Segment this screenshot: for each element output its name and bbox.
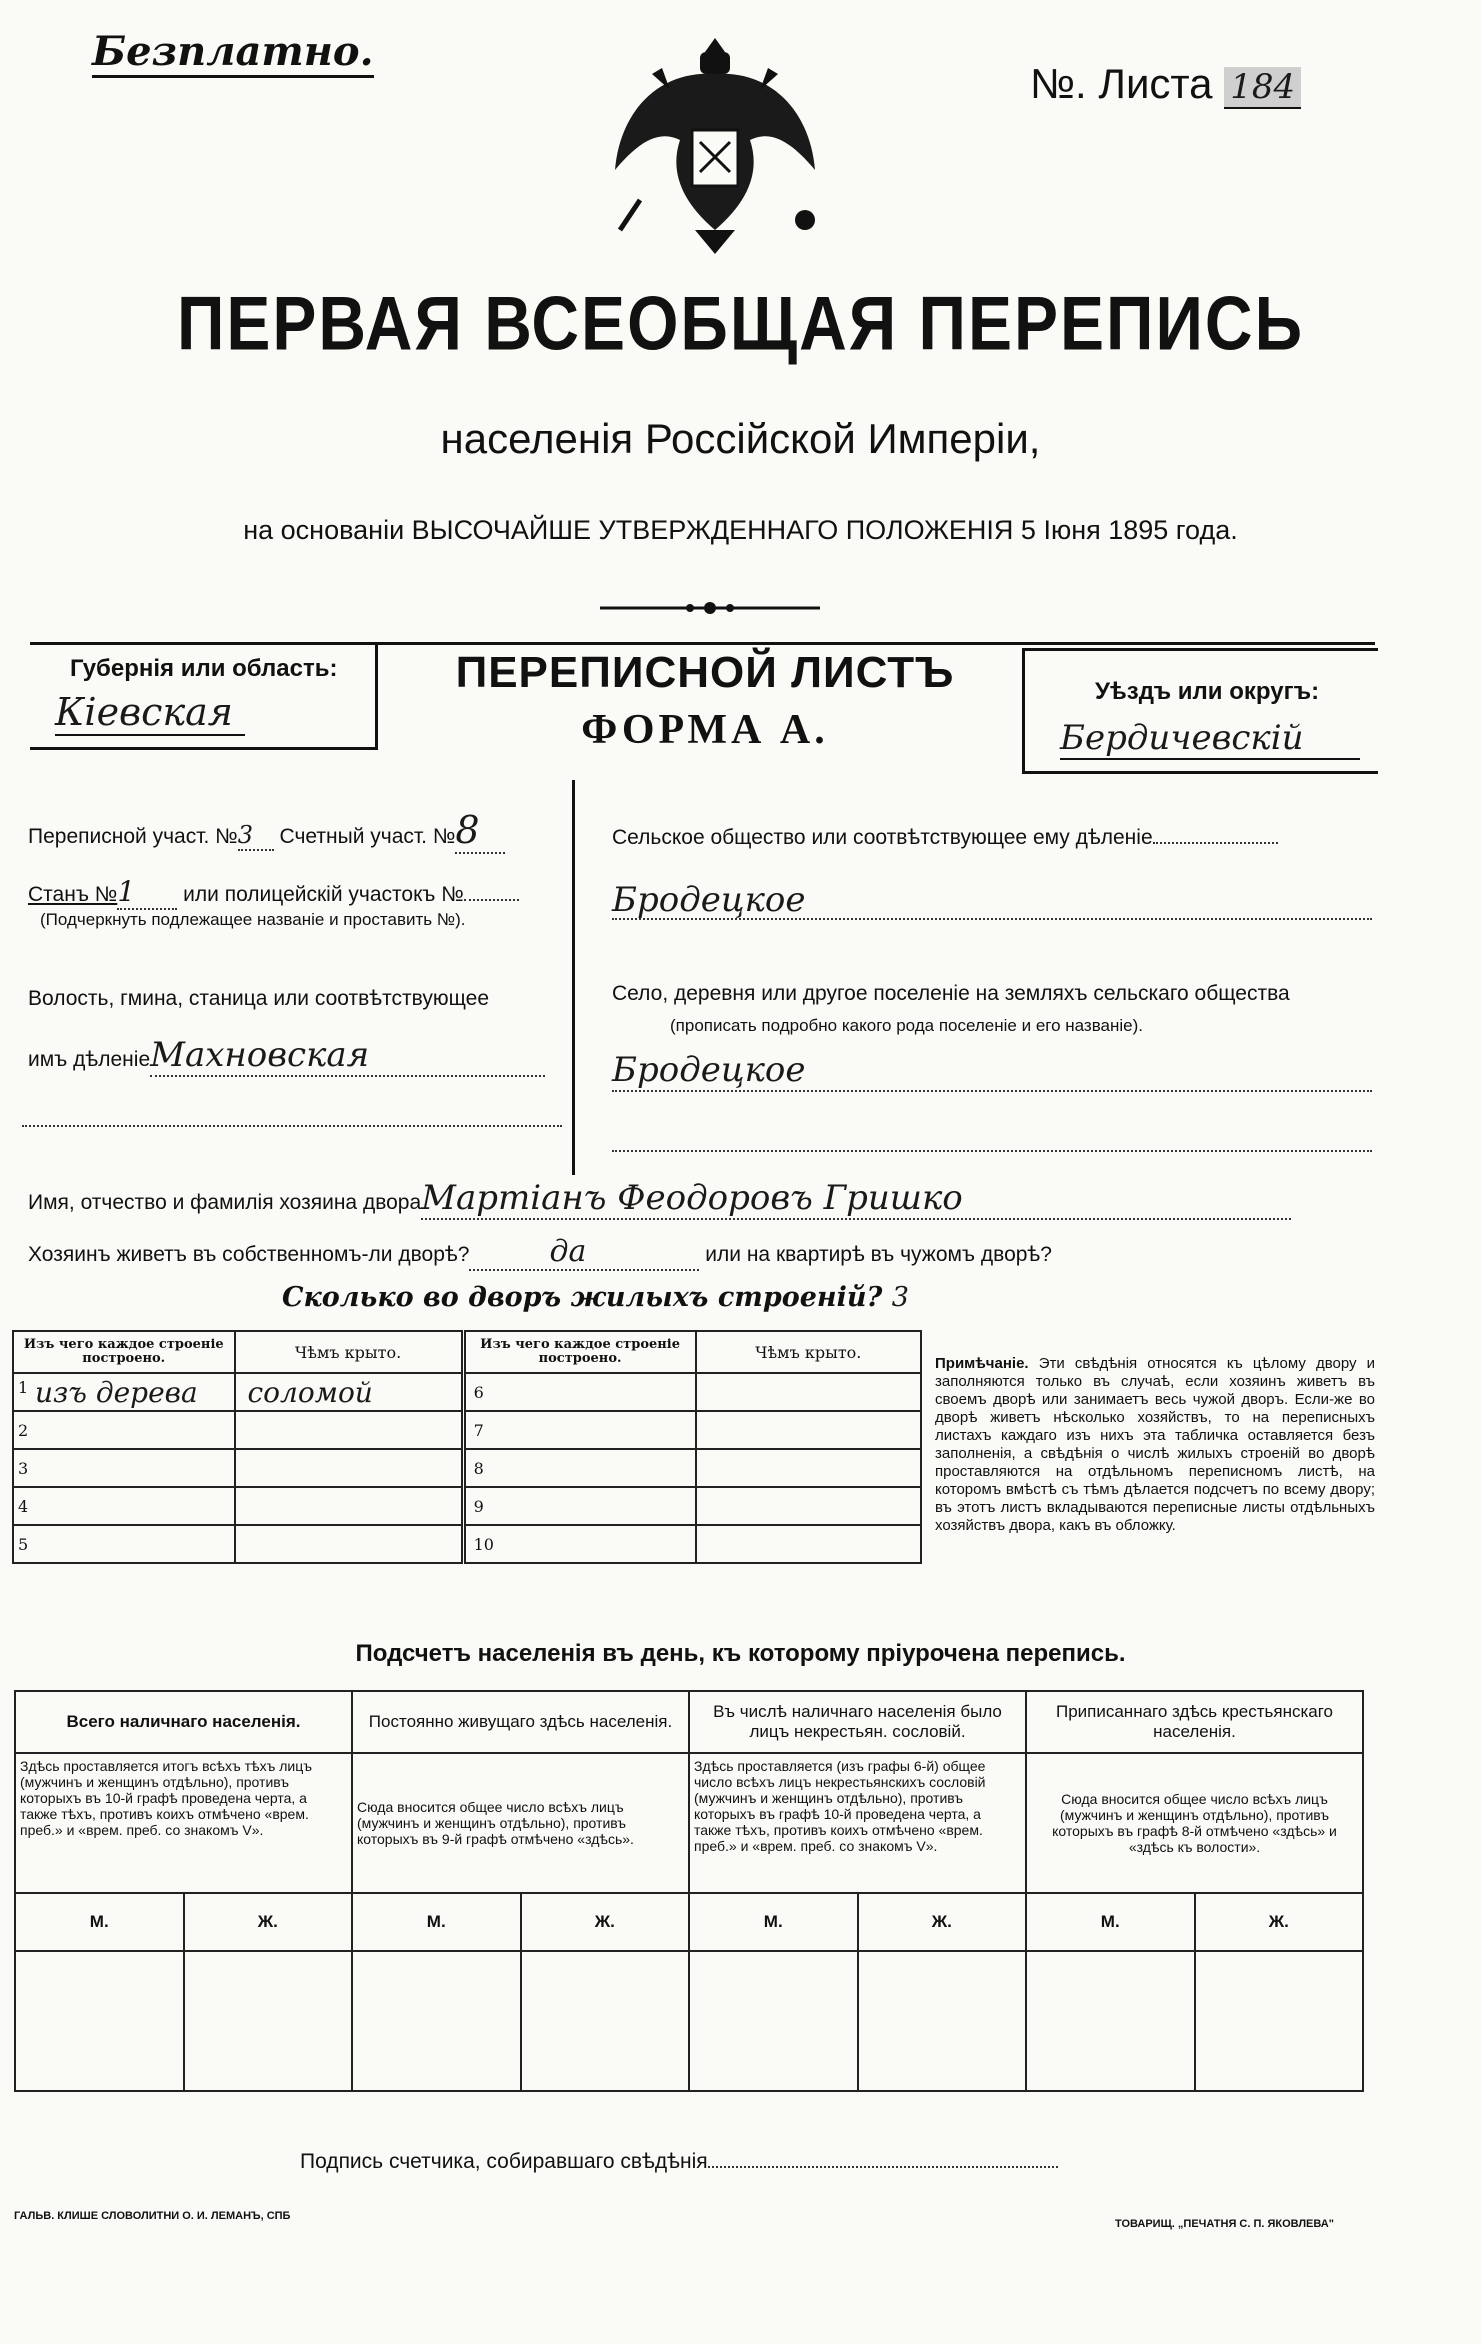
underline-note: (Подчеркнуть подлежащее названіе и проставить №). [40,910,466,929]
society-line [612,918,1372,920]
col-1-zh-value [184,1951,353,2091]
row-5-number: 5 [18,1534,29,1554]
own-yard-row [28,1234,1052,1271]
row-3-roof [235,1449,464,1487]
col-4-zh-value [1195,1951,1364,2091]
ornament-divider [600,598,820,618]
row-3-material [13,1449,235,1487]
owner-label: Имя, отчество и фамилія хозяина двора [28,1191,422,1214]
material-header-left: Изъ чего каждое строеніе построено. [13,1331,235,1373]
owner-row [28,1178,1291,1220]
row-6-roof [696,1373,921,1411]
police-label: или полицейскій участокъ № [183,883,464,906]
roof-header-right: Чѣмъ крыто. [696,1331,921,1373]
signature-label: Подпись счетчика, собиравшаго свѣдѣнія [300,2150,708,2173]
col-2-zh: Ж. [521,1893,690,1951]
row-7-number: 7 [473,1420,484,1440]
page-subtitle: населенія Россійской Имперіи, [440,415,1041,462]
gubernia-value: Кіевская [55,690,245,736]
row-4-material [13,1487,235,1525]
sheet-number [1030,60,1301,108]
row-2-roof [235,1411,464,1449]
col-4-title: Приписаннаго здѣсь крестьянскаго населенія. [1026,1691,1363,1753]
col-3-m: М. [689,1893,858,1951]
society-row [612,826,1278,850]
note-title: Примѣчаніе. [935,1355,1029,1372]
row-7-roof [696,1411,921,1449]
row-5-material [13,1525,235,1563]
row-10-roof [696,1525,921,1563]
society-value: Бродецкое [612,880,806,920]
population-heading: Подсчетъ населенія въ день, къ которому пріурочена перепись. [355,1640,1126,1667]
left-imprint: ГАЛЬВ. КЛИШЕ СЛОВОЛИТНИ О. И. ЛЕМАНЪ, СПБ [14,2210,291,2222]
col-3-zh-value [858,1951,1027,2091]
form-name: ПЕРЕПИСНОЙ ЛИСТЪ [455,648,955,697]
village-label: Село, деревня или другое поселеніе на земляхъ сельскаго общества [612,982,1290,1005]
col-2-m: М. [352,1893,521,1951]
row-1-material [13,1373,235,1411]
row-10-material [463,1525,695,1563]
village-note: (прописать подробно какого рода поселеніе и его названіе). [670,1016,1144,1035]
volost-value: Махновская [150,1035,545,1077]
col-2-title: Постоянно живущаго здѣсь населенія. [352,1691,689,1753]
row-6-number: 6 [473,1382,484,1402]
free-label: Безплатно. [92,28,374,78]
right-imprint: ТОВАРИЩ. „ПЕЧАТНЯ С. П. ЯКОВЛЕВА" [1115,2218,1334,2230]
row-1-number: 1 [18,1378,29,1397]
buildings-table [12,1330,922,1564]
row-9-number: 9 [473,1496,484,1516]
buildings-value: 3 [891,1282,909,1313]
col-1-zh: Ж. [184,1893,353,1951]
row-3-number: 3 [18,1458,29,1478]
volost-label-1: Волость, гмина, станица или соотвѣтствующее [28,987,489,1010]
roof-header-left: Чѣмъ крыто. [235,1331,464,1373]
buildings-row [282,1282,909,1313]
col-2-m-value [352,1951,521,2091]
row-6-material [463,1373,695,1411]
col-1-m-value [15,1951,184,2091]
village-line-2 [612,1150,1372,1152]
legal-basis: на основаніи ВЫСОЧАЙШЕ УТВЕРЖДЕННАГО ПОЛОЖЕНІЯ 5 Іюня 1895 года. [243,515,1238,545]
col-4-desc: Сюда вносится общее число всѣхъ лицъ (мужчинъ и женщинъ отдѣльно), противъ которыхъ въ графѣ 8-й отмѣчено «здѣсь» и «здѣсь къ волости». [1026,1753,1363,1893]
col-1-desc: Здѣсь проставляется итогъ всѣхъ тѣхъ лицъ (мужчинъ и женщинъ отдѣльно), противъ которыхъ въ 10-й графѣ проведена черта, а также тѣхъ, противъ коихъ отмѣчено «врем. преб.» и «врем. преб. со знакомъ V». [15,1753,352,1893]
col-3-zh: Ж. [858,1893,1027,1951]
buildings-label: Сколько во дворъ жилыхъ строеній? [282,1282,883,1313]
row-1-roof: соломой [235,1373,464,1411]
signature-row [300,2150,1058,2174]
col-1-m: М. [15,1893,184,1951]
volost-row [28,1035,545,1077]
row-10-number: 10 [473,1534,494,1554]
society-label: Сельское общество или соотвѣтствующее ему дѣленіе [612,826,1153,849]
row-8-material [463,1449,695,1487]
material-header-right: Изъ чего каждое строеніе построено. [463,1331,695,1373]
col-4-m-value [1026,1951,1195,2091]
census-section-label: Переписной участ. № [28,825,238,848]
row-4-number: 4 [18,1496,29,1516]
row-2-number: 2 [18,1420,29,1440]
uezd-value: Бердичевскій [1060,718,1360,760]
col-3-desc: Здѣсь проставляется (изъ графы 6-й) общее число всѣхъ лицъ некрестьянскихъ сословій (мужчинъ и женщинъ отдѣльно), противъ которыхъ въ графѣ 10-й проведена черта, а также тѣхъ, противъ коихъ отмѣчено «врем. преб.» и «врем. преб. со знакомъ V». [689,1753,1026,1893]
vertical-divider [572,780,575,1175]
col-2-desc: Сюда вносится общее число всѣхъ лицъ (мужчинъ и женщинъ отдѣльно), противъ которыхъ въ 9-й графѣ отмѣчено «здѣсь». [352,1753,689,1893]
village-value: Бродецкое [612,1050,806,1090]
row-9-material [463,1487,695,1525]
form-type: ФОРМА А. [581,707,829,753]
census-section-row [28,808,505,854]
uezd-label: Уѣздъ или округъ: [1095,678,1320,705]
row-8-roof [696,1449,921,1487]
row-1-material-value: изъ дерева [35,1375,198,1409]
row-7-material [463,1411,695,1449]
own-yard-label: Хозяинъ живетъ въ собственномъ-ли дворѣ? [28,1243,470,1266]
population-table [14,1690,1364,2092]
col-4-zh: Ж. [1195,1893,1364,1951]
row-5-roof [235,1525,464,1563]
sheet-number-label: №. Листа [1030,60,1213,107]
sheet-number-value: 184 [1224,67,1301,109]
row-8-number: 8 [473,1458,484,1478]
stan-label: Станъ № [28,883,118,906]
village-line-1 [612,1090,1372,1092]
row-4-roof [235,1487,464,1525]
society-dots [1153,842,1278,844]
row-9-roof [696,1487,921,1525]
note-text: Эти свѣдѣнія относятся къ цѣлому двору и заполняются только въ случаѣ, если хозяинъ живетъ въ своемъ дворѣ или занимаетъ весь чужой дворъ. Если-же во дворѣ живетъ нѣсколько хозяйствъ, то на переписныхъ листахъ каждаго изъ нихъ эта табличка оставляется безъ заполненія, а свѣдѣнія о числѣ жилыхъ строеній во дворѣ проставляются на отдѣльномъ переписномъ листѣ, на которомъ вмѣстѣ съ тѣмъ дѣлается подсчетъ по всему двору; въ этотъ листъ вкладываются переписные листы отдѣльныхъ хозяйствъ двора, какъ въ обложку. [935,1355,1376,1534]
police-value [464,899,519,901]
stan-row [28,875,519,910]
col-2-zh-value [521,1951,690,2091]
page-title: ПЕРВАЯ ВСЕОБЩАЯ ПЕРЕПИСЬ [176,280,1305,366]
volost-label-2: имъ дѣленіе [28,1048,151,1071]
col-3-title: Въ числѣ наличнаго населенія было лицъ некрестьян. сословій. [689,1691,1026,1753]
rent-label: или на квартирѣ въ чужомъ дворѣ? [705,1243,1052,1266]
gubernia-label: Губернія или область: [70,655,338,682]
note-block [935,1355,1375,1535]
col-4-m: М. [1026,1893,1195,1951]
row-2-material [13,1411,235,1449]
volost-extra-line [22,1125,562,1127]
signature-line [708,2166,1058,2168]
census-section-value: 3 [238,821,274,851]
own-yard-value: да [469,1234,699,1271]
coat-of-arms-icon [600,30,830,260]
stan-value: 1 [117,875,177,910]
col-1-title: Всего наличнаго населенія. [15,1691,352,1753]
col-3-m-value [689,1951,858,2091]
owner-value: Мартіанъ Феодоровъ Гришко [421,1178,1291,1220]
count-section-value: 8 [455,808,505,854]
count-section-label: Счетный участ. № [279,825,456,848]
